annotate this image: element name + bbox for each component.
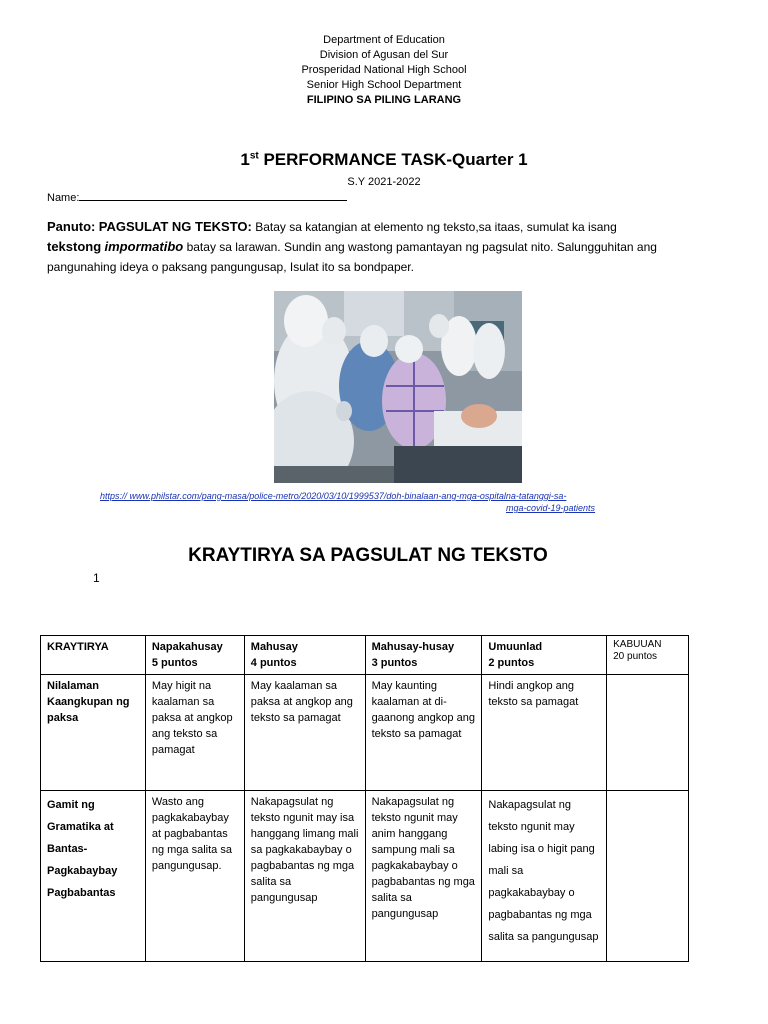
header-line: Division of Agusan del Sur [319, 49, 449, 61]
table-cell: May kaalaman sa paksa at angkop ang teksto sa pamagat [244, 675, 365, 791]
header-cell: Mahusay-husay 3 puntos [365, 636, 482, 675]
criteria-title: KRAYTIRYA SA PAGSULAT NG TEKSTO [188, 545, 548, 566]
header-line: Senior High School Department [306, 79, 462, 91]
school-header [0, 33, 768, 108]
table-cell-total [607, 675, 689, 791]
criterion-cell: Nilalaman Kaangkupan ng paksa [41, 675, 146, 791]
instructions-label: Panuto: [47, 219, 96, 234]
instructions [47, 217, 697, 277]
hospital-photo-image [274, 291, 522, 483]
header-line: Department of Education [323, 34, 445, 46]
source-line-2[interactable]: mga-covid-19-patients [506, 503, 596, 513]
instructions-informatibo: impormatibo [104, 239, 184, 254]
table-cell: Nakapagsulat ng teksto ngunit may labing isa o higit pang mali sa pagkakabaybay o pagbabantas ng mga salita sa pangungusap [482, 791, 607, 962]
instructions-heading: PAGSULAT NG TEKSTO: [98, 219, 252, 234]
header-cell: KRAYTIRYA [41, 636, 146, 675]
name-label: Name: [47, 192, 80, 204]
name-blank-line [79, 190, 347, 201]
criterion-cell: Gamit ng Gramatika at Bantas-Pagkabaybay Pagbabantas [41, 791, 146, 962]
instructions-text-2: batay sa larawan. Sundin ang wastong pamantayan ng pagsulat nito. Salungguhitan ang pangunahing ideya o paksang pangungusap, Isulat ito sa bondpaper. [47, 240, 657, 274]
table-cell: Hindi angkop ang teksto sa pamagat [482, 675, 607, 791]
header-cell: Mahusay 4 puntos [244, 636, 365, 675]
task-ordinal: st [249, 150, 259, 162]
task-title [0, 150, 768, 170]
subject-title: FILIPINO SA PILING LARANG [306, 94, 462, 106]
instructions-tekstong: tekstong [47, 239, 102, 254]
table-cell: Wasto ang pagkakabaybay at pagbabantas ng mga salita sa pangungusap. [145, 791, 244, 962]
name-field [47, 190, 347, 204]
table-cell: Nakapagsulat ng teksto ngunit may isa hanggang limang mali sa pagkakabaybay o pagbabantas ng mga salita sa pangungusap [244, 791, 365, 962]
source-line-1[interactable]: https:// www.philstar.com/pang-masa/police-metro/2020/03/10/1999537/doh-binalaan-ang-mga-ospitalna-tatanggi-sa- [100, 491, 567, 501]
task-number: 1 [240, 150, 250, 169]
table-cell: May higit na kaalaman sa paksa at angkop ang teksto sa pamagat [145, 675, 244, 791]
header-cell-kabuuan: KABUUAN 20 puntos [607, 636, 689, 675]
task-title-text: PERFORMANCE TASK-Quarter 1 [258, 150, 528, 169]
rubric-table [40, 635, 689, 962]
hospital-photo [274, 291, 522, 483]
table-row [41, 791, 689, 962]
table-cell: Nakapagsulat ng teksto ngunit may anim hanggang sampung mali sa pagkakabaybay o pagbabantas ng mga salita sa pangungusap [365, 791, 482, 962]
table-header-row [41, 636, 689, 675]
header-cell: Umuunlad 2 puntos [482, 636, 607, 675]
header-cell: Napakahusay 5 puntos [145, 636, 244, 675]
image-source-link[interactable] [96, 490, 656, 514]
header-line: Prosperidad National High School [301, 64, 467, 76]
page-number: 1 [93, 571, 100, 585]
table-cell-total [607, 791, 689, 962]
instructions-text-1: Batay sa katangian at elemento ng teksto,sa itaas, sumulat ka isang [251, 220, 617, 234]
school-year: S.Y 2021-2022 [347, 176, 421, 188]
table-cell: May kaunting kaalaman at di-gaanong angkop ang teksto sa pamagat [365, 675, 482, 791]
table-row [41, 675, 689, 791]
